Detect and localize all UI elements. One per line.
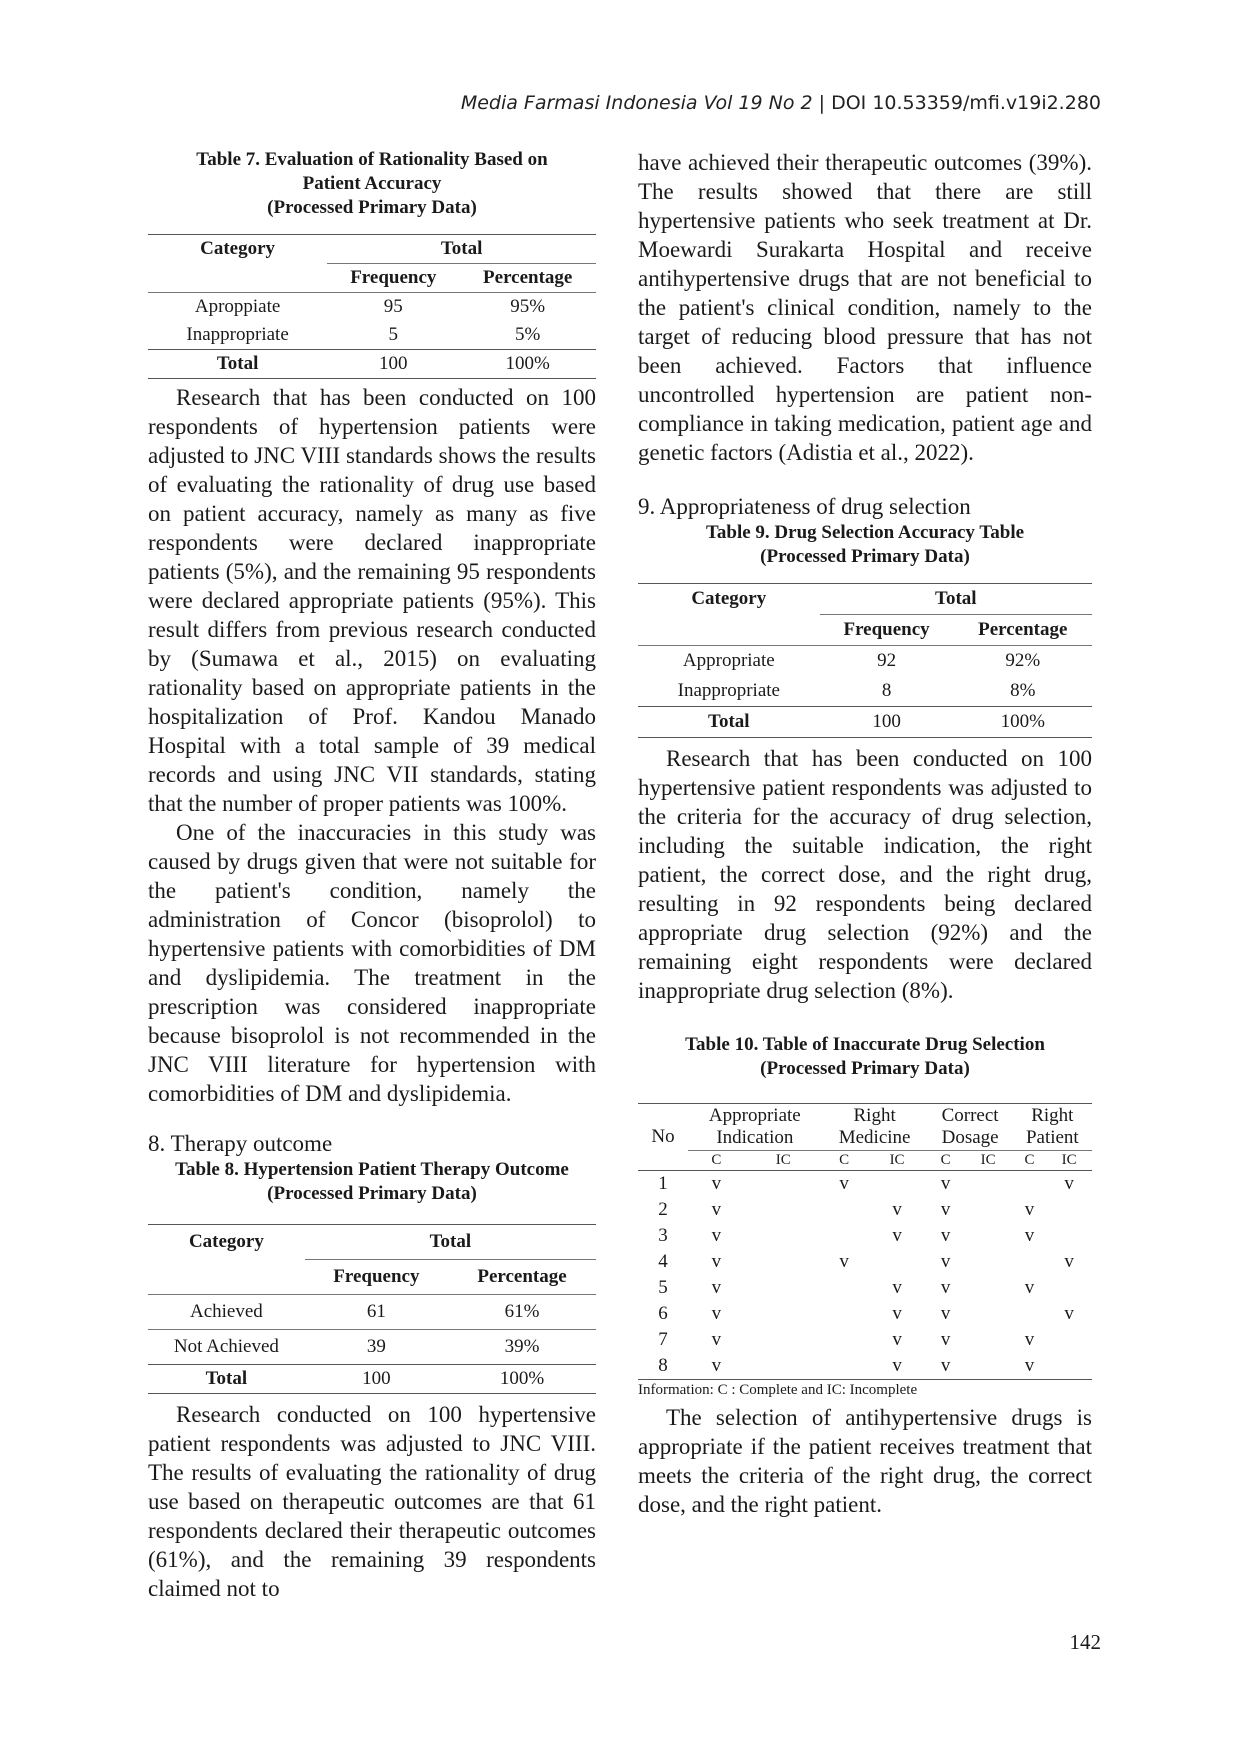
journal-title: Media Farmasi Indonesia Vol 19 No 2 bbox=[460, 92, 813, 114]
cell-mark bbox=[822, 1197, 867, 1223]
table8-caption bbox=[148, 1158, 596, 1206]
table7-caption bbox=[148, 148, 596, 220]
header-separator: | bbox=[812, 92, 832, 114]
cell-no: 7 bbox=[658, 1329, 668, 1350]
cell-category: Aproppiate bbox=[194, 296, 281, 317]
cell-percentage: 95% bbox=[510, 296, 546, 317]
cell-mark bbox=[964, 1275, 1013, 1301]
cell-percentage: 5% bbox=[515, 324, 541, 345]
cell-mark bbox=[822, 1275, 867, 1301]
cell-mark bbox=[745, 1353, 822, 1380]
cell-no: 4 bbox=[658, 1251, 668, 1272]
left-column bbox=[148, 148, 596, 1603]
cell-mark: v bbox=[940, 1251, 951, 1272]
table-total-row bbox=[148, 350, 596, 379]
cell-mark bbox=[745, 1197, 822, 1223]
cell-no: 6 bbox=[658, 1303, 668, 1324]
page-number: 142 bbox=[1069, 1630, 1101, 1654]
table-row bbox=[638, 1197, 1092, 1223]
header-frequency: Frequency bbox=[333, 1266, 420, 1287]
cell-mark bbox=[1046, 1223, 1092, 1249]
table-total-row bbox=[638, 707, 1092, 738]
section-9-heading: 9. Appropriateness of drug selection bbox=[638, 494, 971, 519]
cell-mark bbox=[1046, 1353, 1092, 1380]
caption-line: Table 10. Table of Inaccurate Drug Selection bbox=[685, 1034, 1045, 1055]
table-row bbox=[148, 321, 596, 350]
cell-category: Achieved bbox=[189, 1301, 263, 1322]
cell-mark: v bbox=[711, 1173, 722, 1194]
table10-info: Information: C : Complete and IC: Incomplete bbox=[638, 1382, 918, 1398]
table10-caption bbox=[638, 1033, 1092, 1081]
cell-mark: v bbox=[940, 1355, 951, 1376]
cell-percentage: 61% bbox=[504, 1301, 540, 1322]
cell-mark bbox=[745, 1171, 822, 1198]
table-row bbox=[638, 1275, 1092, 1301]
group-line: Right bbox=[853, 1105, 896, 1126]
sub-ic: IC bbox=[889, 1152, 905, 1168]
cell-mark: v bbox=[711, 1329, 722, 1350]
cell-frequency: 95 bbox=[383, 296, 403, 317]
cell-mark: v bbox=[940, 1329, 951, 1350]
table9-caption bbox=[638, 521, 1092, 569]
cell-mark bbox=[1013, 1301, 1047, 1327]
header-total: Total bbox=[327, 235, 596, 264]
caption-line: (Processed Primary Data) bbox=[760, 1058, 970, 1079]
table-row bbox=[638, 1353, 1092, 1380]
caption-line: Patient Accuracy bbox=[302, 173, 442, 194]
cell-mark: v bbox=[940, 1277, 951, 1298]
cell-frequency: 100 bbox=[872, 711, 901, 732]
cell-mark: v bbox=[711, 1277, 722, 1298]
cell-frequency: 92 bbox=[877, 650, 897, 671]
cell-frequency: 100 bbox=[362, 1368, 391, 1389]
header-frequency: Frequency bbox=[350, 267, 437, 288]
cell-mark: v bbox=[892, 1277, 902, 1298]
header-group bbox=[688, 1104, 822, 1151]
cell-mark: v bbox=[711, 1199, 722, 1220]
cell-percentage: 39% bbox=[504, 1336, 540, 1357]
cell-category: Inappropriate bbox=[677, 680, 780, 701]
cell-mark bbox=[822, 1223, 867, 1249]
cell-mark: v bbox=[1024, 1355, 1035, 1376]
cell-mark bbox=[964, 1353, 1013, 1380]
group-line: Correct bbox=[941, 1105, 999, 1126]
cell-no: 3 bbox=[658, 1225, 668, 1246]
caption-line: (Processed Primary Data) bbox=[760, 546, 970, 567]
cell-mark bbox=[867, 1171, 928, 1198]
doi: DOI 10.53359/mfi.v19i2.280 bbox=[831, 92, 1101, 114]
cell-category: Total bbox=[205, 1368, 248, 1389]
table10 bbox=[638, 1103, 1092, 1380]
right-paragraph-2: The selection of antihypertensive drugs is appropriate if the patient receives treatment that meets the criteria of the right drug, the correct dose, and the right patient. bbox=[638, 1405, 1092, 1517]
cell-mark: v bbox=[839, 1251, 849, 1272]
caption-line: (Processed Primary Data) bbox=[267, 197, 477, 218]
cell-mark: v bbox=[711, 1225, 722, 1246]
cell-mark: v bbox=[940, 1303, 951, 1324]
cell-percentage: 100% bbox=[505, 353, 550, 374]
cell-category: Not Achieved bbox=[173, 1336, 279, 1357]
table-row bbox=[638, 1171, 1092, 1198]
cell-mark: v bbox=[1024, 1199, 1035, 1220]
cell-no: 1 bbox=[658, 1173, 668, 1194]
cell-frequency: 5 bbox=[388, 324, 399, 345]
cell-mark bbox=[964, 1249, 1013, 1275]
table-row bbox=[638, 646, 1092, 677]
cell-mark: v bbox=[839, 1173, 849, 1194]
cell-mark bbox=[745, 1301, 822, 1327]
table-row bbox=[638, 1327, 1092, 1353]
header-category: Category bbox=[200, 238, 276, 259]
header-group bbox=[822, 1104, 928, 1151]
cell-mark: v bbox=[1064, 1173, 1074, 1194]
header-category: Category bbox=[691, 588, 767, 609]
caption-line: (Processed Primary Data) bbox=[267, 1183, 477, 1204]
left-paragraph-2: One of the inaccuracies in this study was caused by drugs given that were not suitable for the patient's condition, namely the administration of Concor (bisoprolol) to hypertensive patients with comorbidities of DM and dyslipidemia. The treatment in the prescription was considered inappropriate because bisoprolol is not recommended in the JNC VIII literature for hypertension with comorbidities of DM and dyslipidemia. bbox=[148, 820, 596, 1106]
sub-c: C bbox=[839, 1152, 850, 1168]
cell-frequency: 100 bbox=[379, 353, 408, 374]
cell-percentage: 8% bbox=[1010, 680, 1036, 701]
cell-category: Total bbox=[216, 353, 259, 374]
header-percentage: Percentage bbox=[483, 267, 573, 288]
cell-mark: v bbox=[1024, 1329, 1035, 1350]
sub-c: C bbox=[940, 1152, 951, 1168]
table9 bbox=[638, 583, 1092, 738]
caption-line: Table 9. Drug Selection Accuracy Table bbox=[705, 522, 1025, 543]
caption-line: Table 7. Evaluation of Rationality Based on bbox=[196, 149, 548, 170]
group-line: Dosage bbox=[941, 1127, 999, 1148]
table-row bbox=[638, 1249, 1092, 1275]
running-header bbox=[461, 92, 1101, 114]
cell-mark bbox=[964, 1223, 1013, 1249]
cell-mark bbox=[964, 1197, 1013, 1223]
group-line: Medicine bbox=[838, 1127, 911, 1148]
cell-mark: v bbox=[892, 1329, 902, 1350]
cell-mark bbox=[822, 1327, 867, 1353]
cell-mark: v bbox=[1064, 1251, 1074, 1272]
cell-mark bbox=[1013, 1171, 1047, 1198]
left-paragraph-3: Research conducted on 100 hypertensive patient respondents was adjusted to JNC VIII. The results of evaluating the rationality of drug use based on therapeutic outcomes are that 61 respondents declared their therapeutic outcomes (61%), and the remaining 39 respondents claimed not to bbox=[148, 1402, 596, 1601]
table-row bbox=[148, 1330, 596, 1365]
group-line: Right bbox=[1031, 1105, 1074, 1126]
cell-mark: v bbox=[1024, 1277, 1035, 1298]
header-frequency: Frequency bbox=[843, 619, 930, 640]
group-line: Indication bbox=[716, 1127, 794, 1148]
cell-mark bbox=[867, 1249, 928, 1275]
header-percentage: Percentage bbox=[477, 1266, 567, 1287]
header-total: Total bbox=[820, 584, 1092, 615]
table-row bbox=[638, 1301, 1092, 1327]
cell-mark bbox=[745, 1275, 822, 1301]
cell-mark: v bbox=[1024, 1225, 1035, 1246]
left-paragraph-1: Research that has been conducted on 100 respondents of hypertension patients were adjusted to JNC VIII standards shows the results of evaluating the rationality of drug use based on patient accuracy, namely as many as five respondents were declared inappropriate patients (5%), and the remaining 95 respondents were declared appropriate patients (95%). This result differs from previous research conducted by (Sumawa et al., 2015) on evaluating rationality based on appropriate patients in the hospitalization of Prof. Kandou Manado Hospital with a total sample of 39 medical records and using JNC VII standards, stating that the number of proper patients was 100%. bbox=[148, 385, 596, 816]
caption-line: Table 8. Hypertension Patient Therapy Outcome bbox=[175, 1159, 569, 1180]
cell-mark bbox=[1046, 1275, 1092, 1301]
cell-frequency: 61 bbox=[366, 1301, 386, 1322]
cell-category: Total bbox=[708, 711, 750, 732]
section-8-heading: 8. Therapy outcome bbox=[148, 1131, 333, 1156]
header-total: Total bbox=[305, 1225, 596, 1260]
cell-percentage: 100% bbox=[499, 1368, 545, 1389]
cell-mark: v bbox=[892, 1199, 902, 1220]
group-line: Appropriate bbox=[708, 1105, 801, 1126]
cell-mark bbox=[745, 1223, 822, 1249]
sub-c: C bbox=[711, 1152, 722, 1168]
header-no: No bbox=[651, 1126, 675, 1147]
cell-percentage: 92% bbox=[1005, 650, 1041, 671]
table-row bbox=[148, 293, 596, 322]
cell-mark: v bbox=[940, 1199, 951, 1220]
cell-percentage: 100% bbox=[1000, 711, 1045, 732]
cell-frequency: 8 bbox=[881, 680, 892, 701]
right-paragraph-0: have achieved their therapeutic outcomes (39%). The results showed that there are still hypertensive patients who seek treatment at Dr. Moewardi Surakarta Hospital and receive antihypertensive drugs that are not beneficial to the patient's clinical condition, namely to the target of reducing blood pressure that has not been achieved. Factors that influence uncontrolled hypertension are patient non-compliance in taking medication, patient age and genetic factors (Adistia et al., 2022). bbox=[638, 150, 1092, 465]
sub-ic: IC bbox=[1061, 1152, 1077, 1168]
header-category: Category bbox=[188, 1231, 264, 1252]
right-column bbox=[638, 148, 1092, 1519]
cell-category: Inappropriate bbox=[186, 324, 289, 345]
cell-mark: v bbox=[892, 1303, 902, 1324]
cell-mark bbox=[1046, 1327, 1092, 1353]
sub-ic: IC bbox=[980, 1152, 996, 1168]
cell-frequency: 39 bbox=[366, 1336, 386, 1357]
cell-no: 8 bbox=[658, 1355, 668, 1376]
table10-body bbox=[638, 1171, 1092, 1380]
cell-mark bbox=[1046, 1197, 1092, 1223]
cell-mark bbox=[964, 1327, 1013, 1353]
cell-category: Appropriate bbox=[682, 650, 775, 671]
table-row bbox=[148, 1295, 596, 1330]
cell-mark bbox=[1013, 1249, 1047, 1275]
table-row bbox=[638, 676, 1092, 707]
cell-mark: v bbox=[940, 1173, 951, 1194]
cell-mark: v bbox=[892, 1355, 902, 1376]
sub-ic: IC bbox=[775, 1152, 791, 1168]
cell-mark bbox=[822, 1301, 867, 1327]
table-total-row bbox=[148, 1365, 596, 1394]
table7 bbox=[148, 234, 596, 379]
header-percentage: Percentage bbox=[978, 619, 1068, 640]
cell-mark: v bbox=[940, 1225, 951, 1246]
header-group bbox=[1013, 1104, 1092, 1151]
cell-no: 2 bbox=[658, 1199, 668, 1220]
group-line: Patient bbox=[1025, 1127, 1079, 1148]
cell-mark: v bbox=[1064, 1303, 1074, 1324]
cell-mark bbox=[745, 1327, 822, 1353]
table8 bbox=[148, 1224, 596, 1394]
cell-mark: v bbox=[711, 1303, 722, 1324]
header-group bbox=[928, 1104, 1013, 1151]
cell-mark: v bbox=[892, 1225, 902, 1246]
cell-mark bbox=[964, 1301, 1013, 1327]
sub-c: C bbox=[1024, 1152, 1035, 1168]
cell-mark bbox=[964, 1171, 1013, 1198]
right-paragraph-1: Research that has been conducted on 100 hypertensive patient respondents was adjusted to the criteria for the accuracy of drug selection, including the suitable indication, the right patient, the correct dose, and the right drug, resulting in 92 respondents being declared appropriate drug selection (92%) and the remaining eight respondents were declared inappropriate drug selection (8%). bbox=[638, 746, 1092, 1003]
cell-mark bbox=[822, 1353, 867, 1380]
cell-no: 5 bbox=[658, 1277, 668, 1298]
cell-mark: v bbox=[711, 1251, 722, 1272]
cell-mark: v bbox=[711, 1355, 722, 1376]
table-row bbox=[638, 1223, 1092, 1249]
cell-mark bbox=[745, 1249, 822, 1275]
